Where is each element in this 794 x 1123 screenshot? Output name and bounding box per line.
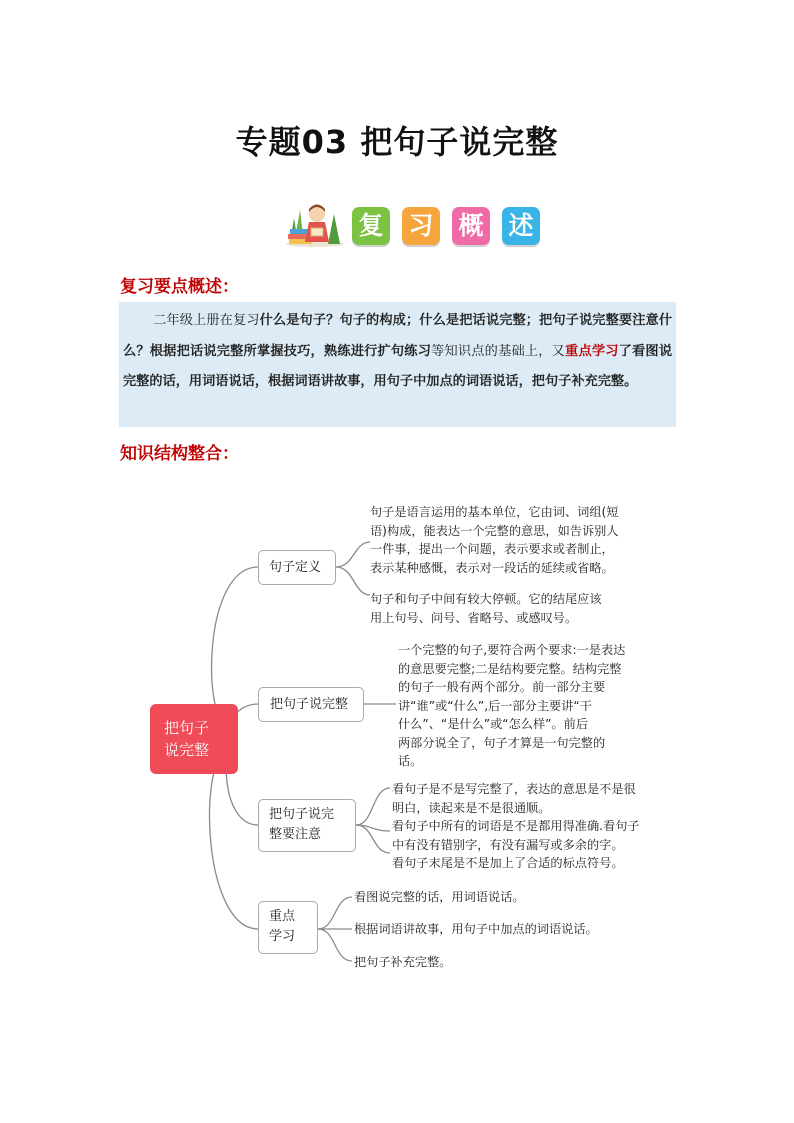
- banner-tile: 习: [402, 207, 440, 245]
- connector-branch-leaf: [356, 825, 390, 853]
- structure-heading: 知识结构整合：: [120, 444, 239, 464]
- leaf-line: 的句子一般有两个部分。前一部分主要: [398, 680, 606, 694]
- connector-branch-leaf: [336, 542, 370, 567]
- leaf-attention-punctuation: [392, 854, 662, 873]
- leaf-line: 一个完整的句子,要符合两个要求:一是表达: [398, 643, 626, 657]
- leaf-line: 把句子补充完整。: [354, 955, 452, 969]
- leaf-line: 根据词语讲故事，用句子中加点的词语说话。: [354, 922, 598, 936]
- branch-label: 整要注意: [269, 827, 322, 842]
- branch-label: 把句子说完整: [270, 697, 349, 712]
- connector-branch-leaf: [318, 897, 352, 929]
- branch-key-learning: [258, 901, 318, 954]
- leaf-line: 话。: [398, 754, 423, 768]
- leaf-attention-meaning: [392, 780, 662, 817]
- summary-box: [119, 302, 676, 427]
- leaf-line: 两部分说全了，句子才算是一句完整的: [398, 735, 606, 750]
- banner-tile: 述: [502, 207, 540, 245]
- branch-label: 重点: [269, 909, 296, 924]
- leaf-line: 看句子末尾是不是加上了合适的标点符号。: [392, 856, 624, 870]
- leaf-line: 句子是语言运用的基本单位，它由词、词组(短: [370, 505, 619, 519]
- summary-text: 二年级上册在复习: [153, 313, 260, 328]
- branch-label: 学习: [269, 929, 296, 944]
- leaf-line: 明白，读起来是不是很通顺。: [392, 800, 551, 815]
- leaf-line: 中有没有错别字，有没有漏写或多余的字。: [392, 837, 624, 852]
- knowledge-mindmap: [0, 470, 794, 990]
- connector-branch-leaf: [318, 929, 352, 961]
- connector-branch-leaf: [336, 567, 370, 595]
- leaf-line: 看句子是不是写完整了，表达的意思是不是很: [392, 782, 636, 796]
- branch-attention-points: [258, 799, 356, 852]
- leaf-key-learning: [354, 953, 654, 972]
- leaf-line: 讲“谁”或“什么”,后一部分主要讲“干: [398, 698, 592, 713]
- leaf-sentence-pause: [370, 590, 650, 627]
- branch-complete-sentence: [258, 687, 364, 722]
- branch-sentence-definition: [258, 550, 336, 585]
- leaf-line: 句子和句子中间有较大停顿。它的结尾应该: [370, 592, 602, 606]
- leaf-complete-sentence-requirements: [398, 641, 643, 771]
- summary-heading: 复习要点概述：: [120, 277, 239, 297]
- leaf-line: 语)构成，能表达一个完整的意思，如告诉别人: [370, 523, 619, 538]
- connector-branch-leaf: [356, 788, 390, 825]
- page-title: 专题03 把句子说完整: [235, 123, 559, 161]
- leaf-line: 表示某种感慨，表示对一段话的延续或省略。: [370, 560, 614, 575]
- leaf-line: 用上句号、问号、省略号、或感叹号。: [370, 610, 578, 625]
- root-line: 把句子: [164, 719, 210, 737]
- leaf-line: 什么”、“是什么”或“怎么样”。前后: [398, 717, 589, 731]
- summary-highlight: 重点学习: [565, 343, 619, 359]
- summary-text-bold: 了看图说完整的话，用词语说话，根据词语讲故事，用句子中加点的词语说话，把句子补充完整。: [123, 343, 673, 389]
- leaf-attention-words: [392, 817, 662, 854]
- banner-tile: 复: [352, 207, 390, 245]
- leaf-line: 一件事，提出一个问题，表示要求或者制止，: [370, 542, 614, 556]
- summary-text: 等知识点的基础上，又: [431, 343, 566, 359]
- leaf-sentence-definition: [370, 503, 650, 577]
- leaf-line: 看句子中所有的词语是不是都用得准确.看句子: [392, 819, 640, 833]
- reading-child-illustration: [284, 200, 346, 248]
- mindmap-root: [150, 704, 238, 774]
- leaf-key-learning: [354, 888, 654, 907]
- branch-label: 把句子说完: [269, 807, 335, 822]
- leaf-key-learning: [354, 920, 654, 939]
- branch-label: 句子定义: [269, 560, 322, 575]
- leaf-line: 的意思要完整;二是结构要完整。结构完整: [398, 661, 622, 676]
- leaf-line: 看图说完整的话，用词语说话。: [354, 890, 525, 904]
- banner-tile: 概: [452, 207, 490, 245]
- summary-text-bold: 什么是句子？句子的构成；什么是把话说完整；把句子说完整要注意什么？根据把话说完整所掌握技巧，熟练进行扩句练习: [123, 313, 673, 359]
- root-line: 说完整: [164, 741, 210, 759]
